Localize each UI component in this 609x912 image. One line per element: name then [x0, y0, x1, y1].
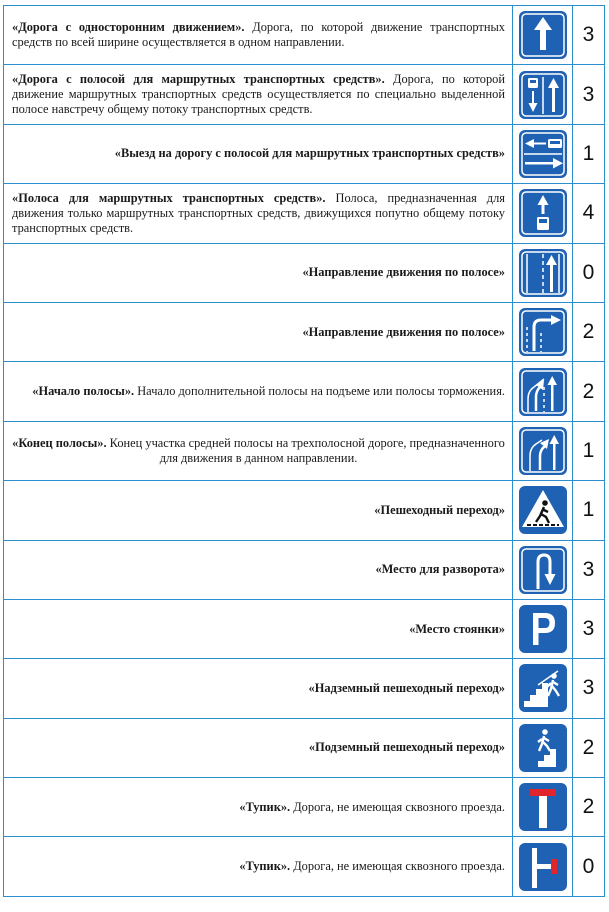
count-value: 3	[573, 6, 605, 64]
sign-text: Дорога, не имеющая сквозного проезда.	[290, 799, 505, 814]
sign-text: Дорога, не имеющая сквозного проезда.	[290, 859, 505, 874]
count-value: 0	[573, 837, 605, 895]
table-row	[3, 65, 605, 124]
underpass-crossing-icon	[513, 719, 573, 777]
description-cell	[3, 65, 513, 123]
sign-text: Конец участка средней полосы на трехполосной дороге, предназначенного для движения в данном направлении.	[106, 435, 505, 465]
sign-title: «Начало полосы».	[32, 384, 135, 399]
table-row	[3, 541, 605, 600]
description-cell	[3, 362, 513, 420]
count-value: 2	[573, 778, 605, 836]
sign-title: «Дорога с полосой для маршрутных транспортных средств».	[12, 72, 385, 87]
description-cell	[3, 244, 513, 302]
description-cell	[3, 422, 513, 480]
count-value: 1	[573, 422, 605, 480]
description-cell	[3, 481, 513, 539]
count-value: 1	[573, 125, 605, 183]
count-value: 3	[573, 541, 605, 599]
sign-title: «Выезд на дорогу с полосой для маршрутных транспортных средств»	[114, 146, 505, 161]
count-value: 2	[573, 362, 605, 420]
overpass-crossing-icon	[513, 659, 573, 717]
bus-lane-icon	[513, 184, 573, 242]
lane-start-icon	[513, 362, 573, 420]
description-cell	[3, 6, 513, 64]
description-cell	[3, 659, 513, 717]
description-cell	[3, 837, 513, 895]
sign-title: «Направление движения по полосе»	[302, 265, 505, 280]
sign-title: «Направление движения по полосе»	[302, 324, 505, 339]
sign-text: Дорога, по которой движение маршрутных транспортных средств осуществляется по специально выделенной полосе навстречу общему потоку транспортных средств.	[12, 72, 506, 117]
count-value: 3	[573, 65, 605, 123]
table-row	[3, 778, 605, 837]
parking-icon	[513, 600, 573, 658]
sign-title: «Конец полосы».	[12, 435, 107, 450]
table-row	[3, 600, 605, 659]
count-value: 3	[573, 659, 605, 717]
sign-text: Полоса, предназначенная для движения только маршрутных транспортных средств, движущихся попутно общему потоку транспортных средств.	[12, 190, 505, 235]
count-value: 1	[573, 481, 605, 539]
sign-text: Дорога, по которой движение транспортных средств по всей ширине осуществляется в одном направлении.	[12, 20, 505, 50]
table-row	[3, 362, 605, 421]
u-turn-place-icon	[513, 541, 573, 599]
count-value: 2	[573, 719, 605, 777]
description-cell	[3, 778, 513, 836]
description-cell	[3, 719, 513, 777]
table-row	[3, 125, 605, 184]
description-cell	[3, 125, 513, 183]
sign-title: «Полоса для маршрутных транспортных средств».	[12, 190, 326, 205]
bus-lane-road-icon	[513, 65, 573, 123]
sign-title: «Пешеходный переход»	[374, 502, 505, 517]
description-cell	[3, 541, 513, 599]
sign-title: «Подземный пешеходный переход»	[308, 740, 505, 755]
count-value: 3	[573, 600, 605, 658]
table-row	[3, 244, 605, 303]
sign-title: «Место для разворота»	[375, 562, 505, 577]
dead-end-side-icon	[513, 837, 573, 895]
description-cell	[3, 303, 513, 361]
table-row	[3, 303, 605, 362]
count-value: 2	[573, 303, 605, 361]
lane-straight-icon	[513, 244, 573, 302]
table-row	[3, 6, 605, 65]
table-row	[3, 184, 605, 243]
table-row	[3, 481, 605, 540]
signs-table	[3, 5, 605, 897]
pedestrian-crossing-icon	[513, 481, 573, 539]
table-row	[3, 659, 605, 718]
exit-to-bus-lane-road-icon	[513, 125, 573, 183]
dead-end-icon	[513, 778, 573, 836]
sign-title: «Место стоянки»	[409, 621, 505, 636]
lane-right-turn-icon	[513, 303, 573, 361]
lane-end-icon	[513, 422, 573, 480]
one-way-road-icon	[513, 6, 573, 64]
description-cell	[3, 184, 513, 242]
count-value: 4	[573, 184, 605, 242]
table-row	[3, 837, 605, 896]
table-row	[3, 422, 605, 481]
table-row	[3, 719, 605, 778]
sign-text: Начало дополнительной полосы на подъеме или полосы торможения.	[134, 384, 505, 399]
sign-title: «Надземный пешеходный переход»	[308, 680, 505, 695]
sign-title: «Тупик».	[239, 859, 291, 874]
sign-title: «Дорога с односторонним движением».	[12, 20, 245, 35]
description-cell	[3, 600, 513, 658]
sign-title: «Тупик».	[239, 799, 291, 814]
count-value: 0	[573, 244, 605, 302]
